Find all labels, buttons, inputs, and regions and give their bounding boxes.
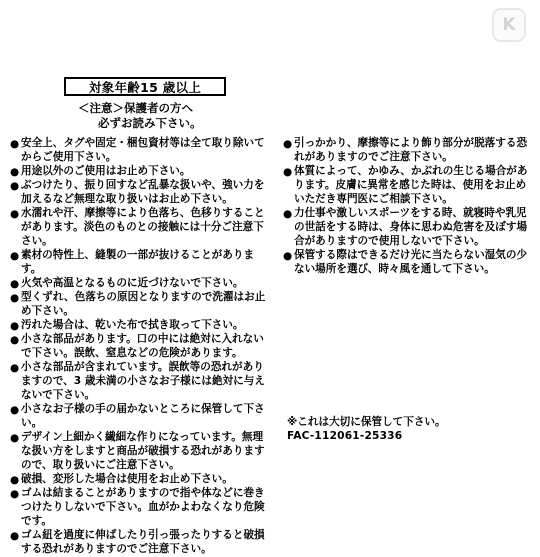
caution-item-text: ぶつけたり、振り回すなど乱暴な扱いや、強い力を加えるなど無理な取り扱いはお止め下さい。 [21, 179, 265, 205]
footer [287, 416, 446, 443]
caution-item [10, 431, 272, 473]
caution-item-text: 保管する際はできるだけ光に当たらない湿気の少ない場所を選び、時々風を通して下さい。 [294, 248, 528, 275]
bullet-icon: ● [10, 180, 20, 193]
caution-item [10, 361, 272, 403]
caution-item [10, 137, 272, 165]
caution-item [10, 403, 272, 431]
caution-item-text: 水濡れや汗、摩擦等により色落ち、色移りすることがあります。淡色のものとの接触には十分ご注意下さい。 [21, 207, 265, 247]
caution-item [10, 333, 272, 361]
bullet-icon: ● [283, 207, 293, 220]
bullet-icon: ● [10, 432, 20, 445]
caution-item-text: 小さなお子様の手の届かないところに保管して下さい。 [21, 403, 265, 429]
caution-item-text: ゴムは結まることがありますので指や体などに巻きつけたりしないで下さい。血がかよわなくなり危険です。 [21, 487, 265, 527]
caution-item-text: 型くずれ、色落ちの原因となりますので洗濯はお止め下さい。 [21, 291, 266, 317]
bullet-icon: ● [10, 250, 20, 262]
bullet-icon: ● [283, 166, 293, 178]
caution-item [283, 137, 533, 165]
caution-item [10, 207, 272, 249]
caution-item [10, 179, 272, 207]
caution-item-text: 力仕事や激しいスポーツをする時、就寝時や乳児の世話をする時は、身体に思わぬ危害を及ぼす場合がありますので使用しないで下さい。 [294, 206, 528, 247]
caution-item-text: 小さな部品が含まれています。誤飲等の恐れがありますので、3 歳未満の小さなお子様には絶対に与えないで下さい。 [21, 361, 265, 401]
caution-item [283, 207, 533, 249]
bullet-icon: ● [10, 320, 20, 333]
notice-subtitle: 必ずお読み下さい。 [98, 116, 202, 130]
caution-item-text: 安全上、タグや固定・梱包資材等は全て取り除いてからご使用下さい。 [21, 137, 265, 163]
keep-note: ※これは大切に保管して下さい。 [287, 416, 446, 428]
bullet-icon: ● [10, 292, 20, 305]
caution-item-text: 汚れた場合は、乾いた布で拭き取って下さい。 [21, 319, 244, 332]
caution-item-text: 引っかかり、摩擦等により飾り部分が脱落する恐れがありますのでご注意下さい。 [294, 137, 528, 163]
bullet-icon: ● [10, 404, 20, 417]
caution-item [10, 529, 272, 557]
product-code: FAC-112061-25336 [287, 429, 403, 442]
caution-item-text: 火気や高温となるものに近づけないで下さい。 [21, 277, 244, 289]
age-rating-text: 対象年齢15 歳以上 [88, 79, 202, 95]
caution-item [10, 487, 272, 529]
caution-list-right [283, 137, 533, 277]
caution-item [283, 165, 533, 207]
bullet-icon: ● [10, 278, 20, 290]
caution-item [10, 473, 272, 487]
caution-item [283, 249, 533, 277]
caution-item [10, 249, 272, 277]
age-rating-box [64, 77, 226, 96]
caution-item-text: 用途以外のご使用はお止め下さい。 [21, 165, 191, 177]
bullet-icon: ● [283, 138, 293, 150]
bullet-icon: ● [10, 530, 20, 542]
bullet-icon: ● [283, 249, 293, 262]
bullet-icon: ● [10, 474, 20, 486]
bullet-icon: ● [10, 208, 20, 221]
caution-item [10, 291, 272, 319]
caution-item-text: デザイン上細かく繊細な作りになっています。無理な扱い方をしますと商品が破損する恐れがありますので、取り扱いにご注意下さい。 [21, 431, 265, 471]
caution-item [10, 319, 272, 333]
caution-item-text: 小さな部品があります。口の中には絶対に入れないで下さい。誤飲、窒息などの危険があります。 [21, 333, 264, 360]
notice-title: ＜注意＞保護者の方へ [78, 101, 193, 115]
caution-item-text: 破損、変形した場合は使用をお止め下さい。 [21, 473, 233, 485]
caution-list-left [10, 137, 272, 557]
bullet-icon: ● [10, 166, 20, 178]
caution-item [10, 165, 272, 179]
k-badge-icon: K [492, 8, 526, 42]
bullet-icon: ● [10, 488, 20, 501]
caution-item-text: 体質によって、かゆみ、かぶれの生じる場合があります。皮膚に異常を感じた時は、使用をお止めいただき専門医にご相談下さい。 [294, 165, 528, 205]
bullet-icon: ● [10, 362, 20, 375]
bullet-icon: ● [10, 334, 20, 347]
caution-item-text: 素材の特性上、縫製の一部が抜けることがあります。 [21, 249, 255, 275]
caution-item [10, 277, 272, 291]
bullet-icon: ● [10, 138, 20, 150]
caution-item-text: ゴム紐を過度に伸ばしたり引っ張ったりすると破損する恐れがありますのでご注意下さい。 [21, 529, 265, 555]
